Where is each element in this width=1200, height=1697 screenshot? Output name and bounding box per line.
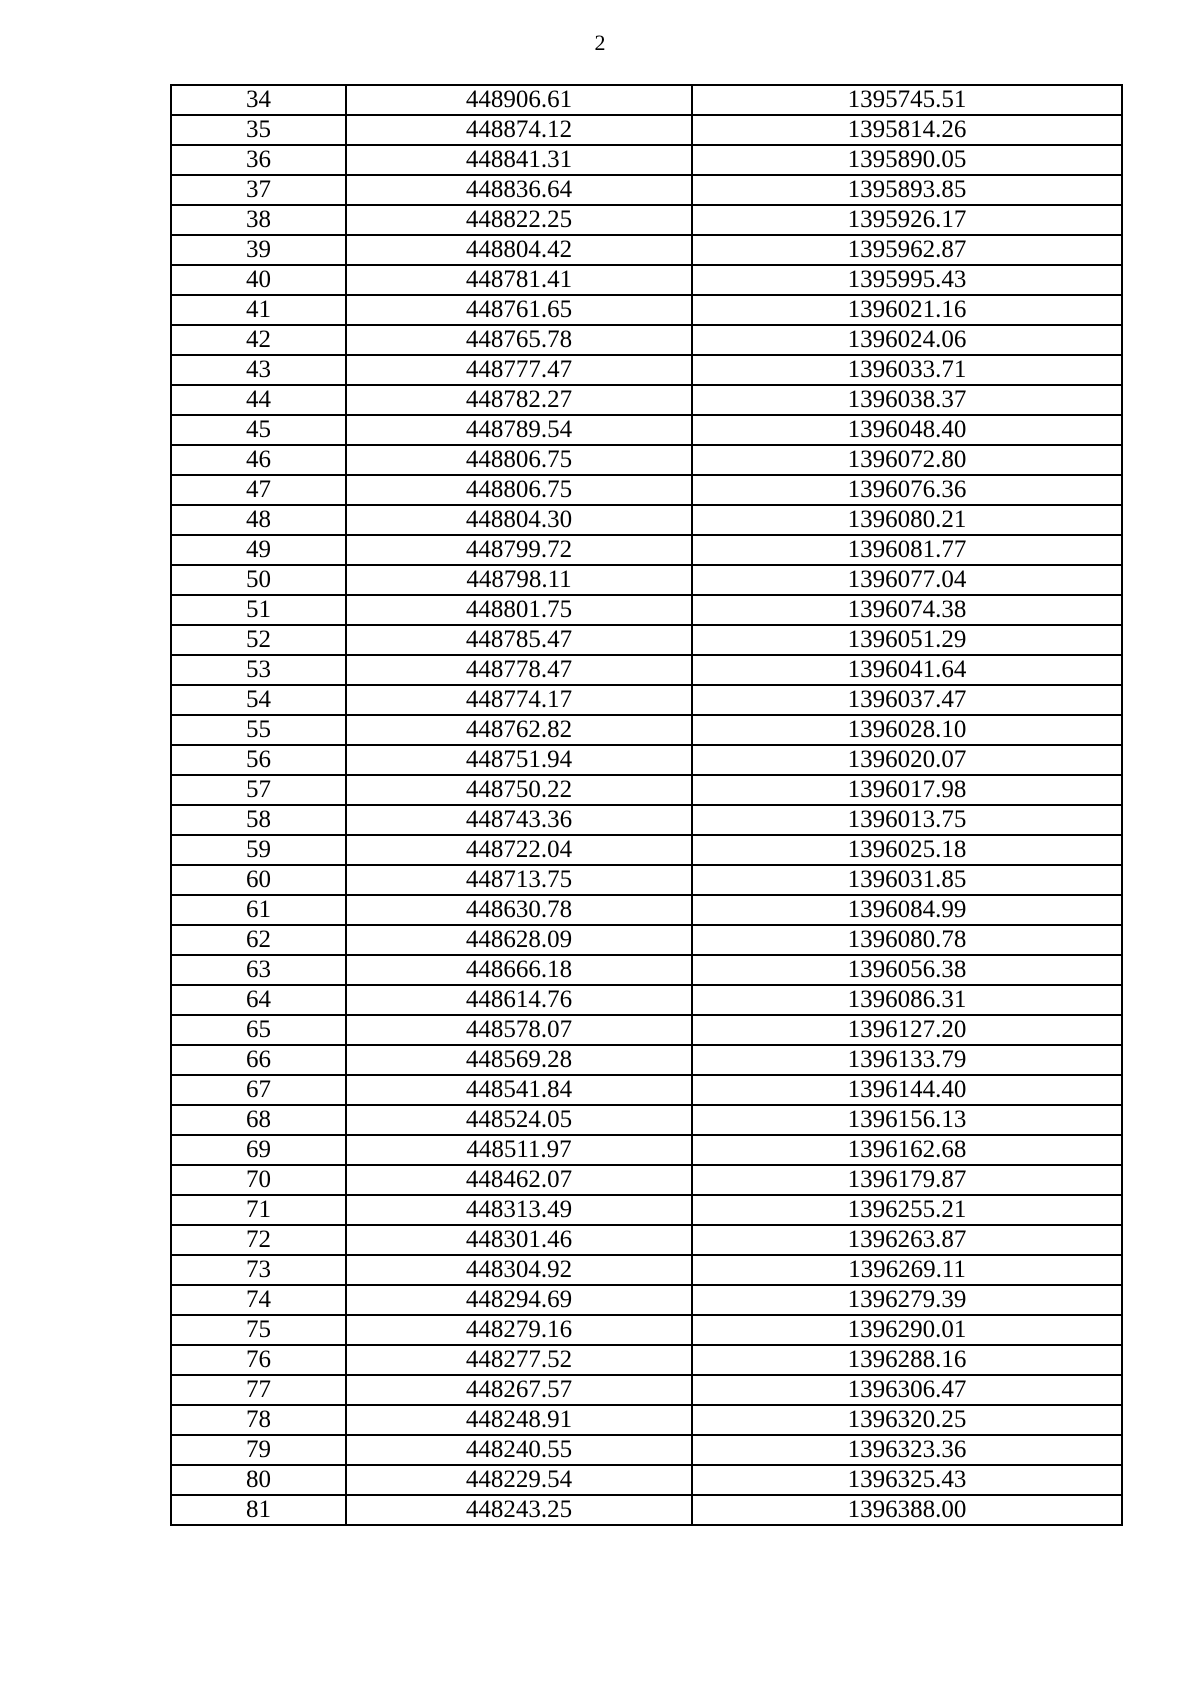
- x-coordinate-cell: 448785.47: [346, 625, 692, 655]
- point-number-cell: 74: [171, 1285, 346, 1315]
- point-number-cell: 64: [171, 985, 346, 1015]
- table-row: [171, 115, 1122, 145]
- x-coordinate-cell: 448751.94: [346, 745, 692, 775]
- point-number-cell: 47: [171, 475, 346, 505]
- y-coordinate-cell: 1396325.43: [692, 1465, 1122, 1495]
- point-number-cell: 49: [171, 535, 346, 565]
- x-coordinate-cell: 448294.69: [346, 1285, 692, 1315]
- x-coordinate-cell: 448541.84: [346, 1075, 692, 1105]
- point-number-cell: 57: [171, 775, 346, 805]
- point-number-cell: 41: [171, 295, 346, 325]
- y-coordinate-cell: 1396037.47: [692, 685, 1122, 715]
- x-coordinate-cell: 448761.65: [346, 295, 692, 325]
- x-coordinate-cell: 448248.91: [346, 1405, 692, 1435]
- table-row: [171, 85, 1122, 115]
- table-row: [171, 1285, 1122, 1315]
- y-coordinate-cell: 1396306.47: [692, 1375, 1122, 1405]
- x-coordinate-cell: 448777.47: [346, 355, 692, 385]
- point-number-cell: 67: [171, 1075, 346, 1105]
- point-number-cell: 42: [171, 325, 346, 355]
- table-row: [171, 325, 1122, 355]
- y-coordinate-cell: 1395745.51: [692, 85, 1122, 115]
- point-number-cell: 55: [171, 715, 346, 745]
- table-row: [171, 715, 1122, 745]
- coordinates-table-container: [170, 84, 1123, 1526]
- point-number-cell: 78: [171, 1405, 346, 1435]
- table-row: [171, 1105, 1122, 1135]
- table-row: [171, 535, 1122, 565]
- x-coordinate-cell: 448841.31: [346, 145, 692, 175]
- y-coordinate-cell: 1396028.10: [692, 715, 1122, 745]
- table-row: [171, 925, 1122, 955]
- point-number-cell: 76: [171, 1345, 346, 1375]
- point-number-cell: 79: [171, 1435, 346, 1465]
- y-coordinate-cell: 1396080.78: [692, 925, 1122, 955]
- y-coordinate-cell: 1396051.29: [692, 625, 1122, 655]
- coordinates-table-body: [171, 85, 1122, 1525]
- point-number-cell: 53: [171, 655, 346, 685]
- y-coordinate-cell: 1396179.87: [692, 1165, 1122, 1195]
- x-coordinate-cell: 448313.49: [346, 1195, 692, 1225]
- x-coordinate-cell: 448277.52: [346, 1345, 692, 1375]
- point-number-cell: 63: [171, 955, 346, 985]
- point-number-cell: 61: [171, 895, 346, 925]
- point-number-cell: 43: [171, 355, 346, 385]
- x-coordinate-cell: 448240.55: [346, 1435, 692, 1465]
- x-coordinate-cell: 448778.47: [346, 655, 692, 685]
- point-number-cell: 54: [171, 685, 346, 715]
- table-row: [171, 475, 1122, 505]
- x-coordinate-cell: 448229.54: [346, 1465, 692, 1495]
- point-number-cell: 52: [171, 625, 346, 655]
- y-coordinate-cell: 1396162.68: [692, 1135, 1122, 1165]
- table-row: [171, 745, 1122, 775]
- y-coordinate-cell: 1396086.31: [692, 985, 1122, 1015]
- y-coordinate-cell: 1395814.26: [692, 115, 1122, 145]
- table-row: [171, 295, 1122, 325]
- x-coordinate-cell: 448774.17: [346, 685, 692, 715]
- x-coordinate-cell: 448666.18: [346, 955, 692, 985]
- table-row: [171, 985, 1122, 1015]
- y-coordinate-cell: 1396255.21: [692, 1195, 1122, 1225]
- y-coordinate-cell: 1396144.40: [692, 1075, 1122, 1105]
- page-number: 2: [594, 30, 606, 55]
- point-number-cell: 59: [171, 835, 346, 865]
- table-row: [171, 565, 1122, 595]
- x-coordinate-cell: 448762.82: [346, 715, 692, 745]
- point-number-cell: 35: [171, 115, 346, 145]
- x-coordinate-cell: 448462.07: [346, 1165, 692, 1195]
- point-number-cell: 69: [171, 1135, 346, 1165]
- x-coordinate-cell: 448628.09: [346, 925, 692, 955]
- y-coordinate-cell: 1396056.38: [692, 955, 1122, 985]
- y-coordinate-cell: 1396033.71: [692, 355, 1122, 385]
- table-row: [171, 1075, 1122, 1105]
- x-coordinate-cell: 448874.12: [346, 115, 692, 145]
- y-coordinate-cell: 1396290.01: [692, 1315, 1122, 1345]
- table-row: [171, 445, 1122, 475]
- y-coordinate-cell: 1396084.99: [692, 895, 1122, 925]
- table-row: [171, 1015, 1122, 1045]
- y-coordinate-cell: 1396038.37: [692, 385, 1122, 415]
- point-number-cell: 51: [171, 595, 346, 625]
- x-coordinate-cell: 448267.57: [346, 1375, 692, 1405]
- table-row: [171, 1405, 1122, 1435]
- table-row: [171, 685, 1122, 715]
- table-row: [171, 1495, 1122, 1525]
- point-number-cell: 65: [171, 1015, 346, 1045]
- point-number-cell: 37: [171, 175, 346, 205]
- x-coordinate-cell: 448836.64: [346, 175, 692, 205]
- table-row: [171, 1345, 1122, 1375]
- y-coordinate-cell: 1395893.85: [692, 175, 1122, 205]
- x-coordinate-cell: 448782.27: [346, 385, 692, 415]
- table-row: [171, 835, 1122, 865]
- x-coordinate-cell: 448243.25: [346, 1495, 692, 1525]
- table-row: [171, 505, 1122, 535]
- point-number-cell: 62: [171, 925, 346, 955]
- y-coordinate-cell: 1395995.43: [692, 265, 1122, 295]
- table-row: [171, 235, 1122, 265]
- y-coordinate-cell: 1396020.07: [692, 745, 1122, 775]
- point-number-cell: 75: [171, 1315, 346, 1345]
- y-coordinate-cell: 1396031.85: [692, 865, 1122, 895]
- y-coordinate-cell: 1396013.75: [692, 805, 1122, 835]
- x-coordinate-cell: 448569.28: [346, 1045, 692, 1075]
- table-row: [171, 355, 1122, 385]
- point-number-cell: 56: [171, 745, 346, 775]
- table-row: [171, 1315, 1122, 1345]
- table-row: [171, 265, 1122, 295]
- table-row: [171, 1375, 1122, 1405]
- x-coordinate-cell: 448906.61: [346, 85, 692, 115]
- y-coordinate-cell: 1396081.77: [692, 535, 1122, 565]
- table-row: [171, 1225, 1122, 1255]
- table-row: [171, 775, 1122, 805]
- table-row: [171, 955, 1122, 985]
- x-coordinate-cell: 448301.46: [346, 1225, 692, 1255]
- point-number-cell: 77: [171, 1375, 346, 1405]
- y-coordinate-cell: 1396017.98: [692, 775, 1122, 805]
- y-coordinate-cell: 1396080.21: [692, 505, 1122, 535]
- x-coordinate-cell: 448578.07: [346, 1015, 692, 1045]
- table-row: [171, 865, 1122, 895]
- point-number-cell: 39: [171, 235, 346, 265]
- y-coordinate-cell: 1396388.00: [692, 1495, 1122, 1525]
- point-number-cell: 48: [171, 505, 346, 535]
- point-number-cell: 50: [171, 565, 346, 595]
- y-coordinate-cell: 1396279.39: [692, 1285, 1122, 1315]
- x-coordinate-cell: 448822.25: [346, 205, 692, 235]
- y-coordinate-cell: 1396323.36: [692, 1435, 1122, 1465]
- y-coordinate-cell: 1396269.11: [692, 1255, 1122, 1285]
- point-number-cell: 80: [171, 1465, 346, 1495]
- point-number-cell: 36: [171, 145, 346, 175]
- point-number-cell: 73: [171, 1255, 346, 1285]
- y-coordinate-cell: 1396041.64: [692, 655, 1122, 685]
- table-row: [171, 145, 1122, 175]
- y-coordinate-cell: 1396320.25: [692, 1405, 1122, 1435]
- y-coordinate-cell: 1396072.80: [692, 445, 1122, 475]
- point-number-cell: 68: [171, 1105, 346, 1135]
- table-row: [171, 895, 1122, 925]
- x-coordinate-cell: 448801.75: [346, 595, 692, 625]
- point-number-cell: 58: [171, 805, 346, 835]
- table-row: [171, 655, 1122, 685]
- x-coordinate-cell: 448750.22: [346, 775, 692, 805]
- table-row: [171, 1435, 1122, 1465]
- point-number-cell: 72: [171, 1225, 346, 1255]
- table-row: [171, 625, 1122, 655]
- point-number-cell: 40: [171, 265, 346, 295]
- y-coordinate-cell: 1395890.05: [692, 145, 1122, 175]
- y-coordinate-cell: 1396074.38: [692, 595, 1122, 625]
- point-number-cell: 46: [171, 445, 346, 475]
- x-coordinate-cell: 448713.75: [346, 865, 692, 895]
- table-row: [171, 415, 1122, 445]
- table-row: [171, 1195, 1122, 1225]
- table-row: [171, 805, 1122, 835]
- table-row: [171, 205, 1122, 235]
- table-row: [171, 1045, 1122, 1075]
- point-number-cell: 81: [171, 1495, 346, 1525]
- coordinates-table: [170, 84, 1123, 1526]
- point-number-cell: 44: [171, 385, 346, 415]
- point-number-cell: 71: [171, 1195, 346, 1225]
- y-coordinate-cell: 1396048.40: [692, 415, 1122, 445]
- x-coordinate-cell: 448304.92: [346, 1255, 692, 1285]
- x-coordinate-cell: 448614.76: [346, 985, 692, 1015]
- y-coordinate-cell: 1396263.87: [692, 1225, 1122, 1255]
- y-coordinate-cell: 1395962.87: [692, 235, 1122, 265]
- y-coordinate-cell: 1395926.17: [692, 205, 1122, 235]
- point-number-cell: 70: [171, 1165, 346, 1195]
- x-coordinate-cell: 448789.54: [346, 415, 692, 445]
- x-coordinate-cell: 448511.97: [346, 1135, 692, 1165]
- y-coordinate-cell: 1396076.36: [692, 475, 1122, 505]
- table-row: [171, 385, 1122, 415]
- x-coordinate-cell: 448630.78: [346, 895, 692, 925]
- x-coordinate-cell: 448806.75: [346, 445, 692, 475]
- point-number-cell: 38: [171, 205, 346, 235]
- point-number-cell: 60: [171, 865, 346, 895]
- y-coordinate-cell: 1396025.18: [692, 835, 1122, 865]
- y-coordinate-cell: 1396288.16: [692, 1345, 1122, 1375]
- y-coordinate-cell: 1396077.04: [692, 565, 1122, 595]
- y-coordinate-cell: 1396133.79: [692, 1045, 1122, 1075]
- x-coordinate-cell: 448798.11: [346, 565, 692, 595]
- y-coordinate-cell: 1396127.20: [692, 1015, 1122, 1045]
- x-coordinate-cell: 448722.04: [346, 835, 692, 865]
- point-number-cell: 66: [171, 1045, 346, 1075]
- table-row: [171, 1465, 1122, 1495]
- table-row: [171, 1135, 1122, 1165]
- point-number-cell: 45: [171, 415, 346, 445]
- y-coordinate-cell: 1396156.13: [692, 1105, 1122, 1135]
- x-coordinate-cell: 448765.78: [346, 325, 692, 355]
- x-coordinate-cell: 448524.05: [346, 1105, 692, 1135]
- x-coordinate-cell: 448781.41: [346, 265, 692, 295]
- x-coordinate-cell: 448743.36: [346, 805, 692, 835]
- x-coordinate-cell: 448279.16: [346, 1315, 692, 1345]
- point-number-cell: 34: [171, 85, 346, 115]
- x-coordinate-cell: 448804.30: [346, 505, 692, 535]
- x-coordinate-cell: 448804.42: [346, 235, 692, 265]
- y-coordinate-cell: 1396024.06: [692, 325, 1122, 355]
- y-coordinate-cell: 1396021.16: [692, 295, 1122, 325]
- x-coordinate-cell: 448799.72: [346, 535, 692, 565]
- table-row: [171, 1255, 1122, 1285]
- x-coordinate-cell: 448806.75: [346, 475, 692, 505]
- table-row: [171, 595, 1122, 625]
- table-row: [171, 175, 1122, 205]
- table-row: [171, 1165, 1122, 1195]
